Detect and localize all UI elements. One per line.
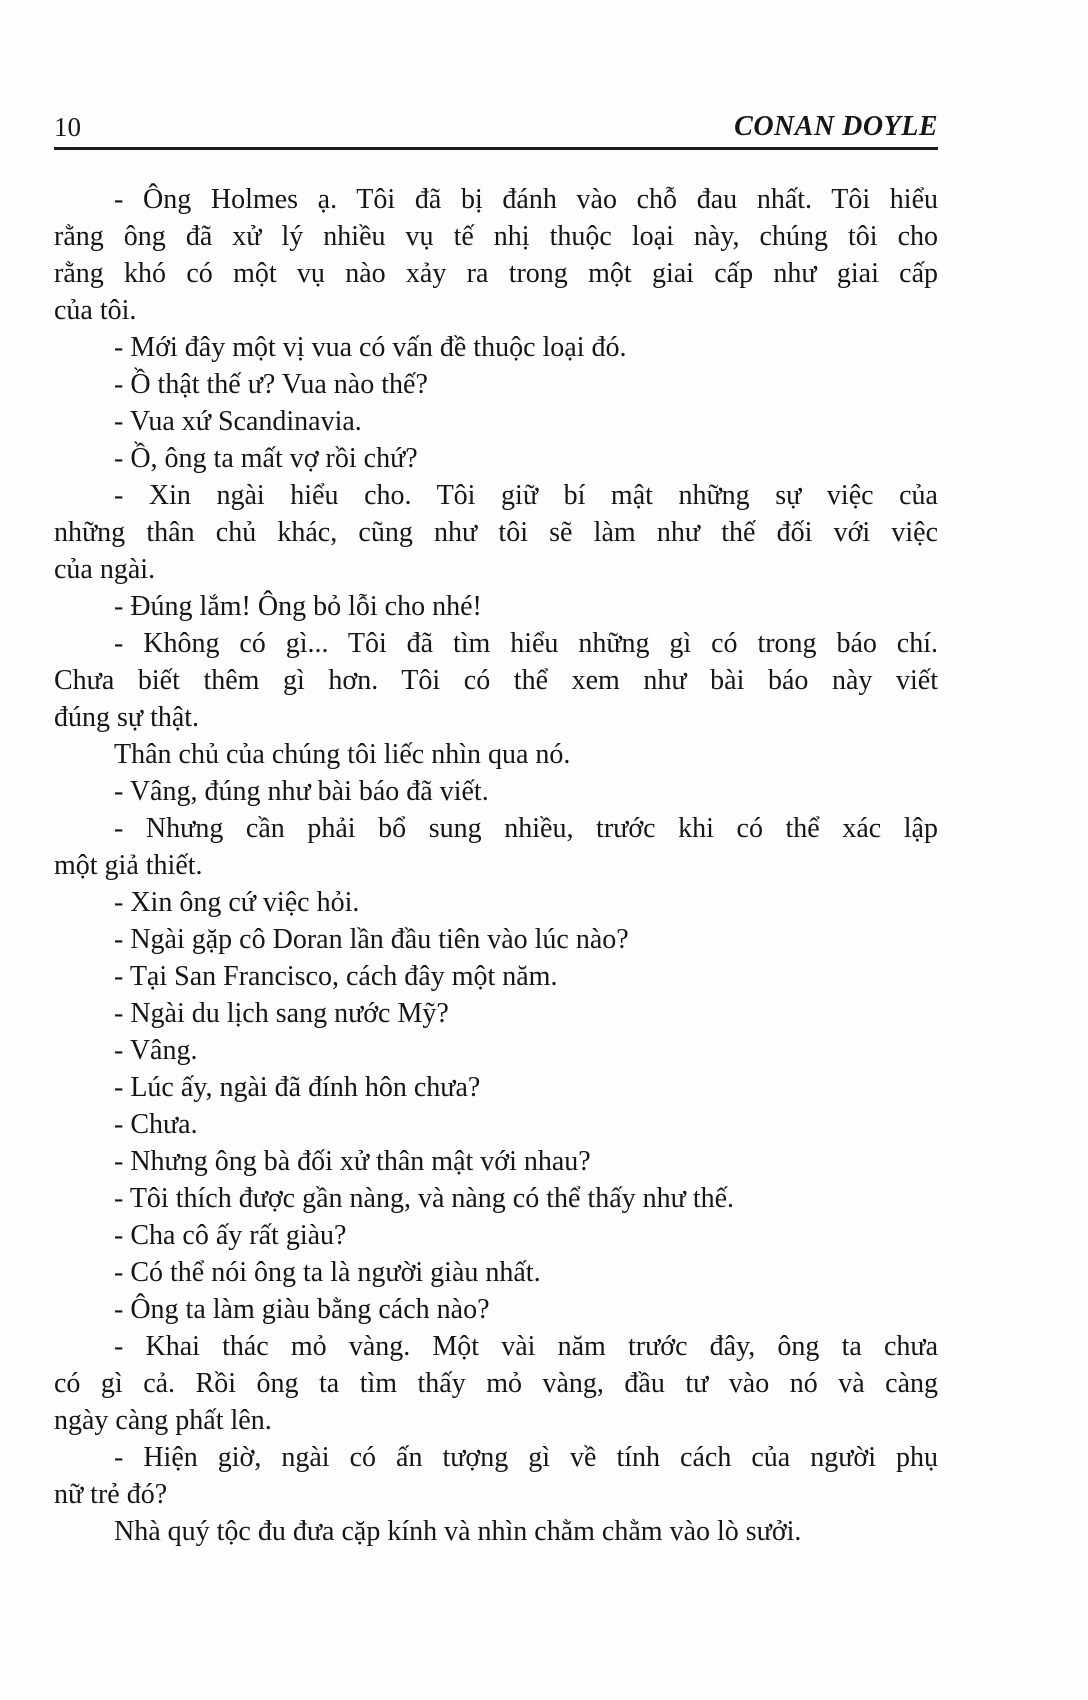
text-line: - Tại San Francisco, cách đây một năm. bbox=[114, 961, 558, 992]
page-header bbox=[54, 0, 938, 150]
text-line: - Lúc ấy, ngài đã đính hôn chưa? bbox=[114, 1072, 481, 1103]
paragraph bbox=[54, 1143, 938, 1180]
text-line: - Khai thác mỏ vàng. Một vài năm trước đây, ông ta chưa bbox=[114, 1331, 938, 1362]
page-number: 10 bbox=[54, 112, 81, 142]
text-line: Chưa biết thêm gì hơn. Tôi có thể xem như bài báo này viết bbox=[54, 665, 938, 696]
text-line: - Có thể nói ông ta là người giàu nhất. bbox=[114, 1257, 541, 1288]
text-line: - Vua xứ Scandinavia. bbox=[114, 406, 362, 437]
paragraph bbox=[54, 1180, 938, 1217]
text-line: - Mới đây một vị vua có vấn đề thuộc loại đó. bbox=[114, 332, 627, 363]
text-line: - Nhưng cần phải bổ sung nhiều, trước khi có thể xác lập bbox=[114, 813, 938, 844]
text-line: - Xin ông cứ việc hỏi. bbox=[114, 887, 360, 918]
paragraph bbox=[54, 440, 938, 477]
paragraph bbox=[54, 625, 938, 736]
paragraph bbox=[54, 181, 938, 329]
paragraph bbox=[54, 1069, 938, 1106]
paragraph bbox=[54, 1254, 938, 1291]
text-line: của ngài. bbox=[54, 554, 156, 585]
text-line: những thân chủ khác, cũng như tôi sẽ làm như thế đối với việc bbox=[54, 517, 938, 548]
paragraph bbox=[54, 1217, 938, 1254]
text-line: - Ông ta làm giàu bằng cách nào? bbox=[114, 1294, 490, 1325]
paragraph bbox=[54, 477, 938, 588]
paragraph bbox=[54, 810, 938, 884]
paragraph bbox=[54, 366, 938, 403]
text-line: - Xin ngài hiểu cho. Tôi giữ bí mật những sự việc của bbox=[114, 480, 938, 511]
text-line: rằng ông đã xử lý nhiều vụ tế nhị thuộc loại này, chúng tôi cho bbox=[54, 221, 938, 252]
text-line: - Vâng, đúng như bài báo đã viết. bbox=[114, 776, 489, 807]
text-line: - Cha cô ấy rất giàu? bbox=[114, 1220, 347, 1251]
text-line: - Hiện giờ, ngài có ấn tượng gì về tính cách của người phụ bbox=[114, 1442, 938, 1473]
text-line: - Ồ thật thế ư? Vua nào thế? bbox=[114, 369, 428, 400]
text-line: - Vâng. bbox=[114, 1035, 198, 1066]
text-line: - Nhưng ông bà đối xử thân mật với nhau? bbox=[114, 1146, 591, 1177]
text-line: Nhà quý tộc đu đưa cặp kính và nhìn chằm chằm vào lò sưởi. bbox=[114, 1516, 802, 1547]
text-line: - Chưa. bbox=[114, 1109, 198, 1140]
paragraph bbox=[54, 329, 938, 366]
text-line: có gì cả. Rồi ông ta tìm thấy mỏ vàng, đầu tư vào nó và càng bbox=[54, 1368, 938, 1399]
paragraph bbox=[54, 403, 938, 440]
page-body bbox=[54, 181, 938, 1550]
paragraph bbox=[54, 884, 938, 921]
text-line: - Ngài gặp cô Doran lần đầu tiên vào lúc nào? bbox=[114, 924, 629, 955]
text-line: rằng khó có một vụ nào xảy ra trong một giai cấp như giai cấp bbox=[54, 258, 938, 289]
running-title: CONAN DOYLE bbox=[734, 111, 938, 142]
paragraph bbox=[54, 995, 938, 1032]
text-line: - Không có gì... Tôi đã tìm hiểu những gì có trong báo chí. bbox=[114, 628, 938, 659]
paragraph bbox=[54, 736, 938, 773]
text-line: ngày càng phất lên. bbox=[54, 1405, 272, 1436]
paragraph bbox=[54, 1032, 938, 1069]
text-line: - Tôi thích được gần nàng, và nàng có thể thấy như thế. bbox=[114, 1183, 735, 1214]
paragraph bbox=[54, 921, 938, 958]
paragraph bbox=[54, 1106, 938, 1143]
paragraph bbox=[54, 773, 938, 810]
paragraph bbox=[54, 1291, 938, 1328]
text-line: của tôi. bbox=[54, 295, 137, 326]
paragraph bbox=[54, 1513, 938, 1550]
text-line: - Đúng lắm! Ông bỏ lỗi cho nhé! bbox=[114, 591, 482, 622]
paragraph bbox=[54, 1439, 938, 1513]
paragraph bbox=[54, 958, 938, 995]
text-line: nữ trẻ đó? bbox=[54, 1479, 168, 1510]
paragraph bbox=[54, 588, 938, 625]
text-line: một giả thiết. bbox=[54, 850, 203, 881]
paragraph bbox=[54, 1328, 938, 1439]
text-line: - Ông Holmes ạ. Tôi đã bị đánh vào chỗ đau nhất. Tôi hiểu bbox=[114, 184, 938, 215]
text-line: - Ngài du lịch sang nước Mỹ? bbox=[114, 998, 449, 1029]
text-line: đúng sự thật. bbox=[54, 702, 200, 733]
text-line: - Ồ, ông ta mất vợ rồi chứ? bbox=[114, 443, 418, 474]
text-line: Thân chủ của chúng tôi liếc nhìn qua nó. bbox=[114, 739, 571, 770]
